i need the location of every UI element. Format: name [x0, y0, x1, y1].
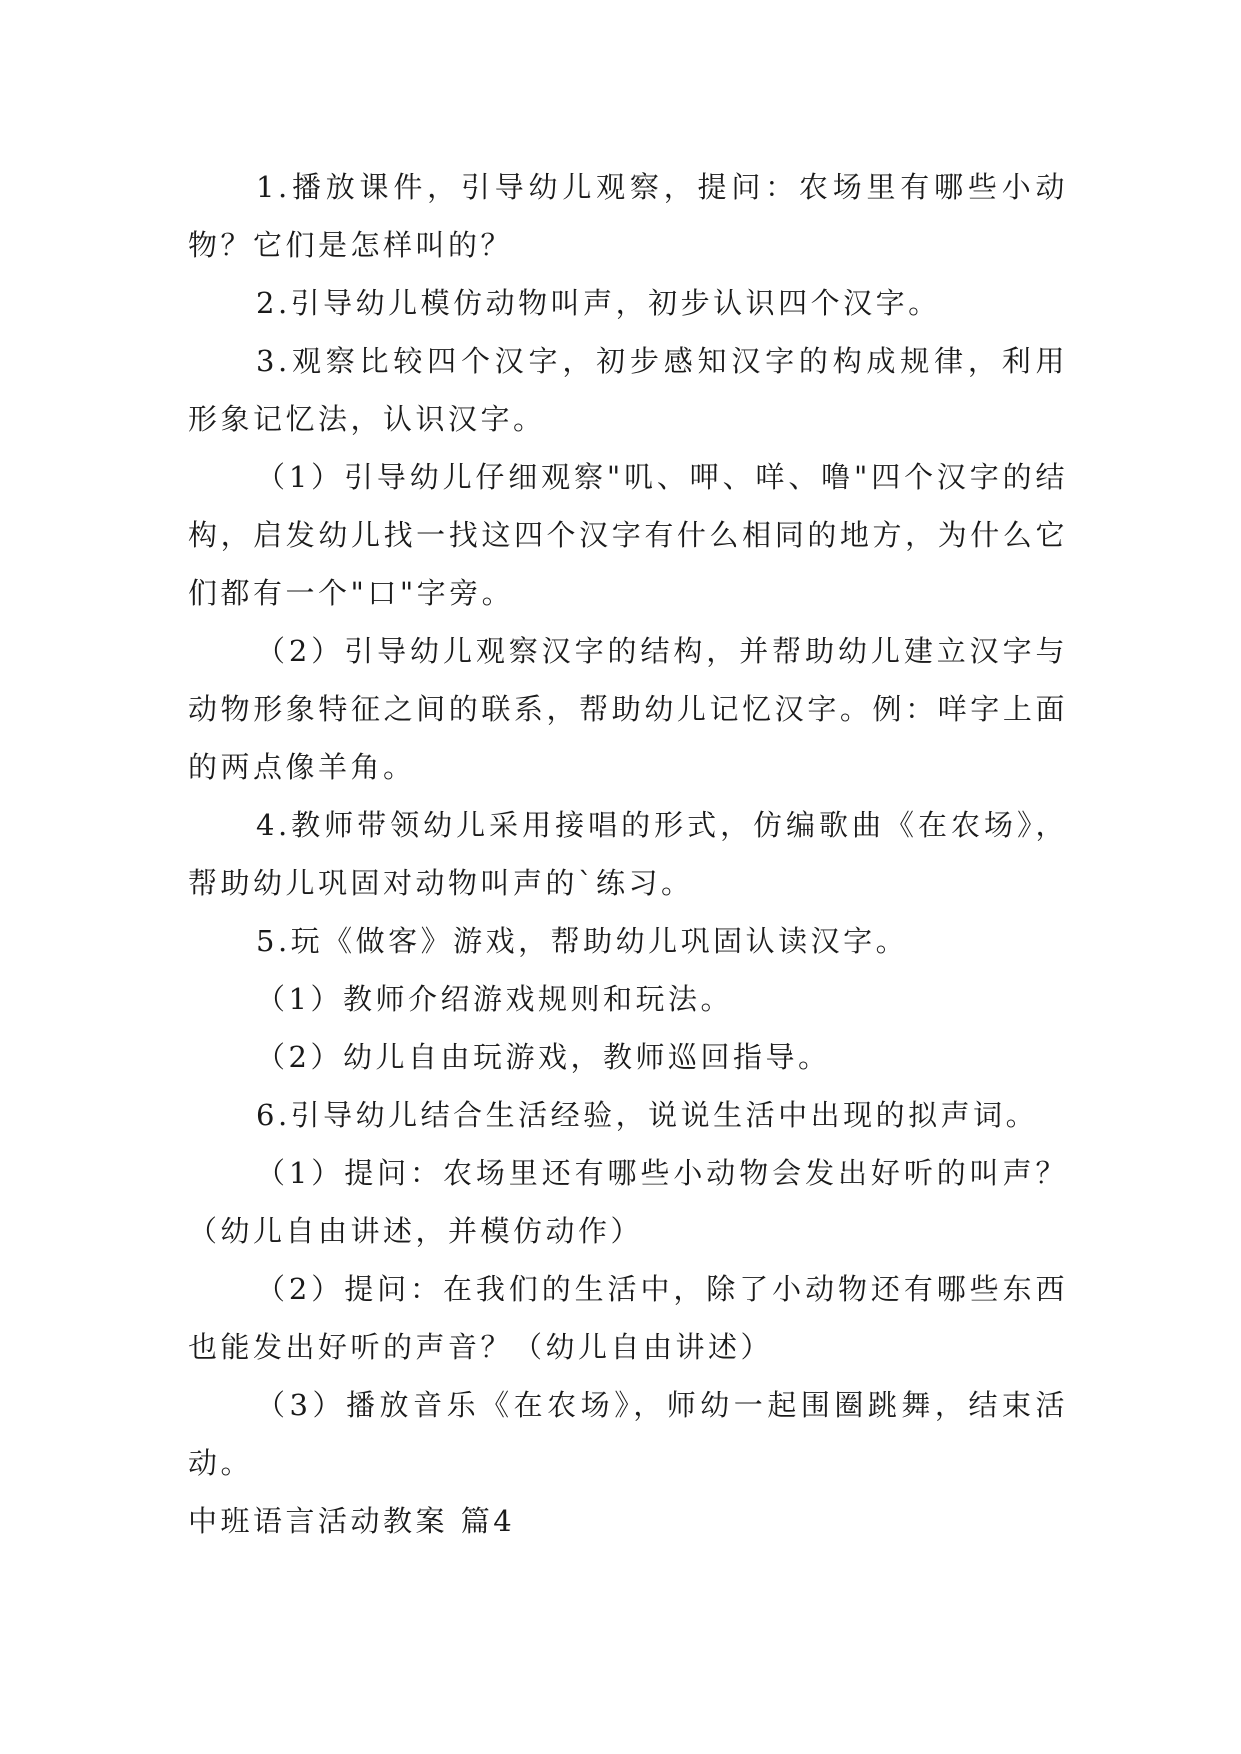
- paragraph-step-5-2: （2）幼儿自由玩游戏，教师巡回指导。: [256, 1040, 831, 1074]
- paragraph-step-5-1: （1）教师介绍游戏规则和玩法。: [256, 982, 733, 1016]
- section-heading: 中班语言活动教案 篇4: [188, 1504, 516, 1538]
- paragraph-step-6: 6.引导幼儿结合生活经验，说说生活中出现的拟声词。: [256, 1098, 1039, 1132]
- paragraph-step-6-2: （2）提问：在我们的生活中，除了小动物还有哪些东西也能发出好听的声音？（幼儿自由讲述）: [188, 1272, 1068, 1364]
- document-body: [188, 158, 1068, 1550]
- paragraph-step-6-3: （3）播放音乐《在农场》，师幼一起围圈跳舞，结束活动。: [188, 1388, 1068, 1480]
- paragraph-step-3-2: （2）引导幼儿观察汉字的结构，并帮助幼儿建立汉字与动物形象特征之间的联系，帮助幼儿记忆汉字。例：咩字上面的两点像羊角。: [188, 634, 1068, 784]
- paragraph-step-1: 1.播放课件，引导幼儿观察，提问：农场里有哪些小动物？它们是怎样叫的？: [188, 170, 1068, 262]
- paragraph-step-5: 5.玩《做客》游戏，帮助幼儿巩固认读汉字。: [256, 924, 909, 958]
- paragraph-step-2: 2.引导幼儿模仿动物叫声，初步认识四个汉字。: [256, 286, 941, 320]
- paragraph-step-6-1: （1）提问：农场里还有哪些小动物会发出好听的叫声？（幼儿自由讲述，并模仿动作）: [188, 1156, 1068, 1248]
- paragraph-step-3-1: （1）引导幼儿仔细观察"叽、呷、咩、噜"四个汉字的结构，启发幼儿找一找这四个汉字有什么相同的地方，为什么它们都有一个"口"字旁。: [188, 460, 1068, 610]
- paragraph-step-3: 3.观察比较四个汉字，初步感知汉字的构成规律，利用形象记忆法，认识汉字。: [188, 344, 1068, 436]
- paragraph-step-4: 4.教师带领幼儿采用接唱的形式，仿编歌曲《在农场》，帮助幼儿巩固对动物叫声的`练习。: [188, 808, 1068, 900]
